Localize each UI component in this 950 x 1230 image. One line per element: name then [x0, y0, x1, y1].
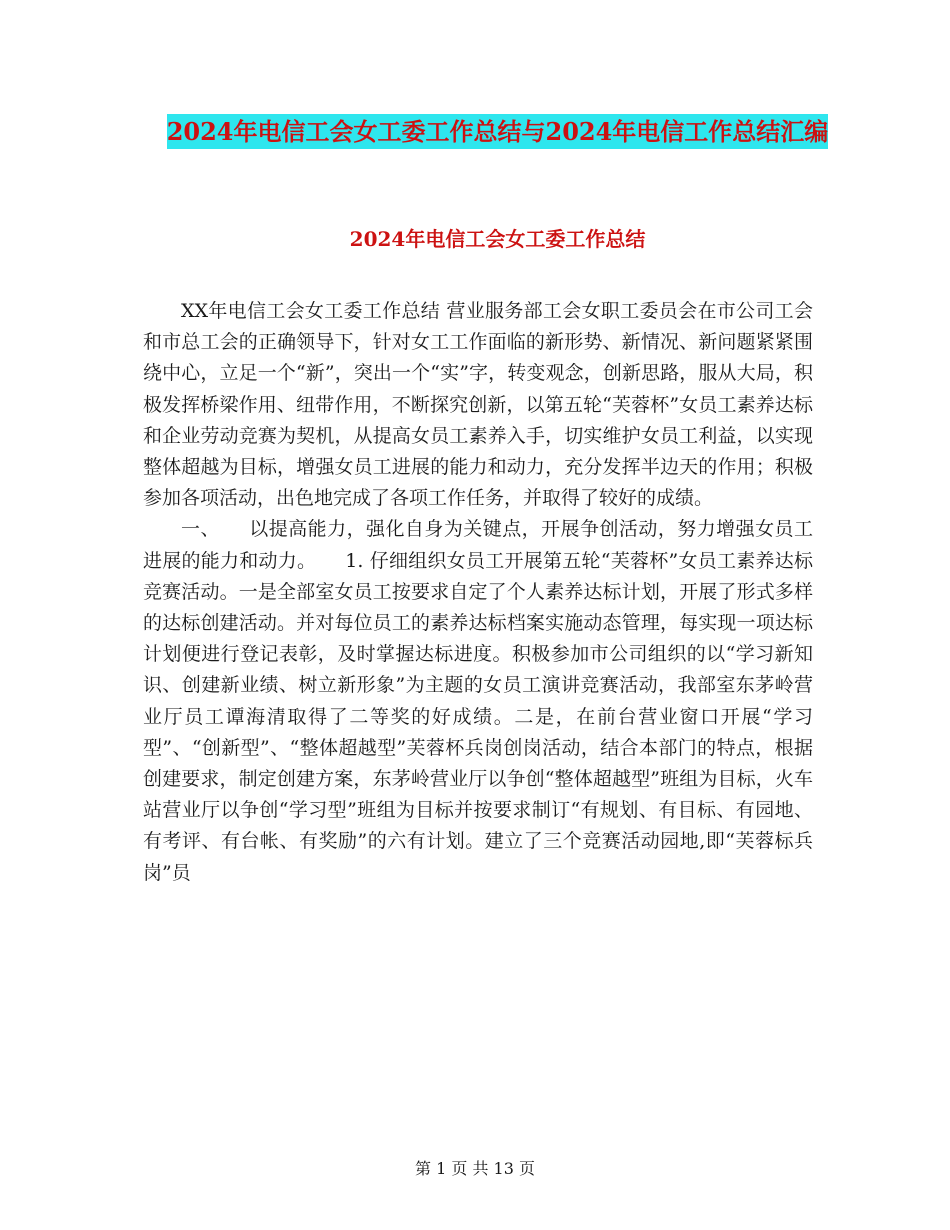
document-body: [143, 296, 813, 889]
section-title: 2024年电信工会女工委工作总结: [349, 227, 646, 251]
paragraph-section-one: 一、 以提高能力，强化自身为关键点，开展争创活动，努力增强女员工进展的能力和动力。 1. 仔细组织女员工开展第五轮“芙蓉杯”女员工素养达标竞赛活动。一是全部室女员工按要求自定了个人素养达标计划，开展了形式多样的达标创建活动。并对每位员工的素养达标档案实施动态管理，每实现一项达标计划便进行登记表彰，及时掌握达标进度。积极参加市公司组织的以“学习新知识、创建新业绩、树立新形象”为主题的女员工演讲竞赛活动，我部室东茅岭营业厅员工谭海清取得了二等奖的好成绩。二是，在前台营业窗口开展“学习型”、“创新型”、“整体超越型”芙蓉杯兵岗创岗活动，结合本部门的特点，根据创建要求，制定创建方案，东茅岭营业厅以争创“整体超越型”班组为目标，火车站营业厅以争创“学习型”班组为目标并按要求制订“有规划、有目标、有园地、有考评、有台帐、有奖励”的六有计划。建立了三个竞赛活动园地,即“芙蓉标兵岗”员: [143, 518, 813, 884]
paragraph-intro: XX年电信工会女工委工作总结 营业服务部工会女职工委员会在市公司工会和市总工会的正确领导下，针对女工工作面临的新形势、新情况、新问题紧紧围绕中心，立足一个“新”，突出一个“实”字，转变观念，创新思路，服从大局，积极发挥桥梁作用、纽带作用，不断探究创新，以第五轮“芙蓉杯”女员工素养达标和企业劳动竞赛为契机，从提高女员工素养入手，切实维护女员工利益，以实现整体超越为目标，增强女员工进展的能力和动力，充分发挥半边天的作用；积极参加各项活动，出色地完成了各项工作任务，并取得了较好的成绩。: [143, 300, 813, 510]
page-number-footer: 第 1 页 共 13 页: [415, 1159, 535, 1178]
document-title-text: 2024年电信工会女工委工作总结与2024年电信工作总结汇编: [167, 114, 829, 149]
document-title: [150, 108, 845, 156]
